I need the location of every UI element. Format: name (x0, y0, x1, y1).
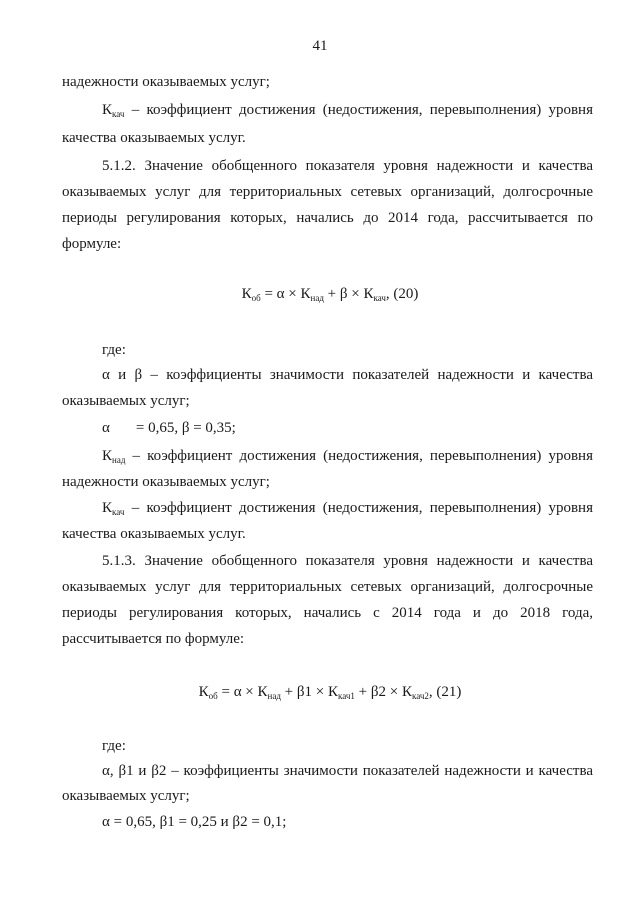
definition-kkach-line: $К_{кач}$ – коэффициент достижения (недостижения, перевыполнения) уровня (102, 500, 593, 517)
formula-20: $К_{об} = \alpha \times К_{над} + \beta \times К_{кач}$, (20) (241, 286, 419, 303)
definition-knad-line: $К_{над}$ – коэффициент достижения (недостижения, перевыполнения) уровня (102, 448, 593, 465)
coefficients-line: оказываемых услуг; (62, 788, 190, 804)
paragraph-512-line: оказываемых услуг для территориальных сетевых организаций, долгосрочные (62, 184, 593, 200)
where-label: где: (102, 342, 126, 358)
where-label: где: (102, 738, 126, 754)
paragraph-513-line: рассчитывается по формуле: (62, 631, 245, 647)
k-symbol: К (102, 102, 113, 118)
coefficients-line: оказываемых услуг; (62, 393, 190, 409)
paragraph-513-line: 5.1.3. Значение обобщенного показателя уровня надежности и качества (102, 553, 593, 569)
paragraph-512-line: формуле: (62, 236, 122, 252)
values-line-2: α = 0,65, β1 = 0,25 и β2 = 0,1; (102, 814, 287, 830)
coefficients-line: α и β – коэффициенты значимости показателей надежности и качества (102, 367, 593, 383)
text-line: качества оказываемых услуг. (62, 526, 246, 542)
k-subscript: кач (112, 109, 125, 119)
text-line: надежности оказываемых услуг; (62, 74, 270, 90)
definition-kkach-line (102, 100, 593, 120)
page-number: 41 (312, 38, 328, 54)
coefficients-line: α, β1 и β2 – коэффициенты значимости показателей надежности и качества (102, 763, 593, 779)
paragraph-513-line: периоды регулирования которых, начались с 2014 года и до 2018 года, (62, 605, 593, 621)
paragraph-513-line: оказываемых услуг для территориальных сетевых организаций, долгосрочные (62, 579, 593, 595)
text-line: надежности оказываемых услуг; (62, 474, 270, 490)
paragraph-512-line: периоды регулирования которых, начались до 2014 года, рассчитывается по (62, 210, 593, 226)
formula-21: $К_{об} = \alpha \times К_{над} + \beta 1 \times К_{кач1} + \beta 2 \times К_{кач2}$, (21) (198, 684, 462, 701)
definition-text: – коэффициент достижения (недостижения, перевыполнения) уровня (124, 102, 593, 118)
values-line-1: α = 0,65, β = 0,35; (102, 420, 236, 436)
paragraph-512-line: 5.1.2. Значение обобщенного показателя уровня надежности и качества (102, 158, 593, 174)
text-line: качества оказываемых услуг. (62, 130, 246, 146)
